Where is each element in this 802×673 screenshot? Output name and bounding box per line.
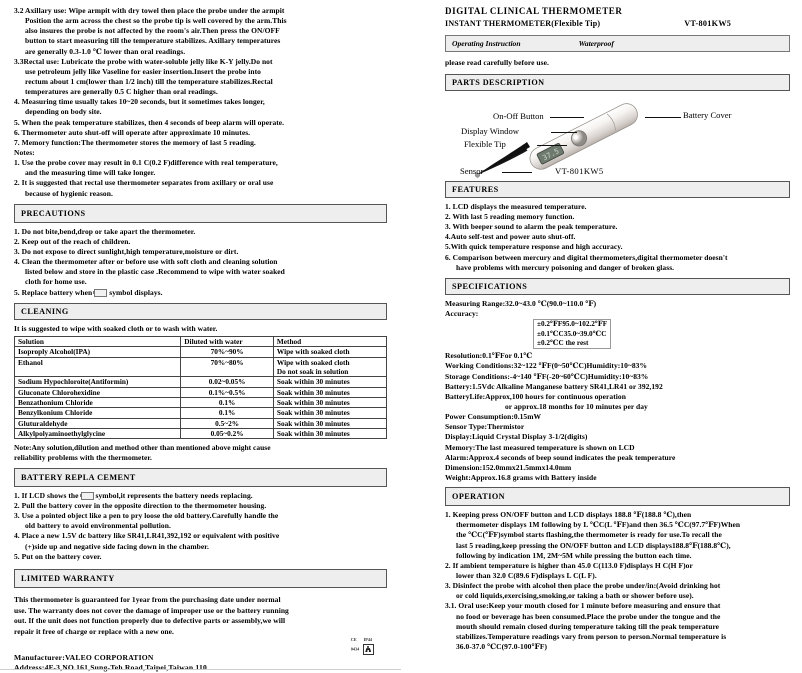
operation-item: 2. If ambient temperature is higher than 45.0 C(113.0 F)displays H C(H F)or bbox=[445, 560, 693, 570]
battery-icon bbox=[81, 492, 94, 500]
section-header-operation: OPERATION bbox=[445, 487, 790, 506]
operation-list bbox=[445, 510, 790, 651]
operation-item: 3.1. Oral use:Keep your mouth closed for 1 minute before measuring and ensure that bbox=[445, 601, 721, 611]
operation-item: thermometer displays 1M following by L ℃C(L ℉F)and then 36.5 ℃C(97.7℉F)When bbox=[456, 520, 741, 530]
spec-line: Sensor Type:Thermistor bbox=[445, 422, 525, 432]
marks-row-bottom bbox=[351, 644, 379, 655]
note-line: because of hygienic reason. bbox=[25, 188, 113, 198]
spec-line: Power Consumption:0.15mW bbox=[445, 412, 542, 422]
section-header-features: FEATURES bbox=[445, 181, 790, 198]
notes-heading: Notes: bbox=[14, 147, 35, 157]
table-row bbox=[15, 387, 387, 397]
operation-item: 1. Keeping press ON/OFF button and LCD displays 188.8 ℉(188.8 ℃),then bbox=[445, 510, 692, 520]
battery-step: 3. Use a pointed object like a pen to pry loose the old battery.Carefully handle the bbox=[14, 511, 279, 521]
notified-body-number: 0434 bbox=[350, 646, 360, 652]
spec-measuring-range: Measuring Range:32.0~43.0 ℃(90.0~110.0 ℉) bbox=[445, 298, 597, 308]
accuracy-table bbox=[533, 319, 611, 349]
cell-method: Soak within 30 minutes bbox=[273, 377, 386, 387]
label-sensor: Sensor bbox=[460, 165, 484, 176]
page-bottom-rule bbox=[0, 669, 401, 670]
instruction-line: button to start measuring till the temperature stabilizes. Axillary temperatures bbox=[25, 36, 281, 46]
table-row-continuation bbox=[15, 367, 387, 377]
instruction-line: Position the arm across the chest so the probe tip is well covered by the arm.This bbox=[25, 16, 287, 26]
operation-item: mouth should remain closed during temperature taking till the peak temperature bbox=[456, 621, 720, 631]
accuracy-value: ±0.2℃C the rest bbox=[534, 339, 611, 349]
warranty-line: repair it free of charge or replace with a new one. bbox=[14, 627, 174, 637]
accuracy-table-wrap bbox=[533, 319, 790, 349]
spec-line: Dimension:152.0mmx21.5mmx14.0mm bbox=[445, 462, 572, 472]
right-column bbox=[401, 0, 802, 652]
type-b-applied-part-icon bbox=[363, 644, 374, 655]
precaution-item: 3. Do not expose to direct sunlight,high temperature,moisture or dirt. bbox=[14, 246, 239, 256]
cell-method: Soak within 30 minutes bbox=[273, 397, 386, 407]
precaution-item: 1. Do not bite,bend,drop or take apart the thermometer. bbox=[14, 226, 196, 236]
note-line: and the measuring time will take longer. bbox=[25, 168, 156, 178]
battery-step-1-pre: 1. If LCD shows the bbox=[14, 490, 79, 500]
battery-step-1 bbox=[14, 491, 387, 500]
precautions-list bbox=[14, 227, 387, 297]
cell-solution: Sodium Hypochloroite(Antiformin) bbox=[15, 377, 181, 387]
precaution-battery-pre: 5. Replace battery when bbox=[14, 287, 93, 297]
cell-method: Wipe with soaked cloth bbox=[273, 357, 386, 367]
banner-waterproof: Waterproof bbox=[578, 38, 614, 48]
precaution-item: 2. Keep out of the reach of children. bbox=[14, 236, 131, 246]
cell-method-2: Do not soak in solution bbox=[273, 367, 386, 377]
battery-icon bbox=[94, 289, 107, 297]
feature-item: 2. With last 5 reading memory function. bbox=[445, 212, 575, 222]
operation-item: lower than 32.0 C(89.6 F)displays L C(L F). bbox=[456, 570, 597, 580]
accuracy-value: ±0.1℃C35.0~39.0℃C bbox=[534, 330, 611, 339]
section-header-battery-replacement: BATTERY REPLA CEMENT bbox=[14, 468, 387, 487]
cell-solution: Benzylkonium Chloride bbox=[15, 408, 181, 418]
specifications-list bbox=[445, 299, 790, 482]
leader-line-on-off bbox=[550, 117, 584, 118]
section-header-cleaning: CLEANING bbox=[14, 303, 387, 320]
cell-method: Soak within 30 minutes bbox=[273, 387, 386, 397]
table-header-row bbox=[15, 336, 387, 346]
section-header-limited-warranty: LIMITED WARRANTY bbox=[14, 569, 387, 588]
cell-method: Soak within 30 minutes bbox=[273, 418, 386, 428]
cleaning-note-line-2: reliability problems with the thermometer. bbox=[14, 452, 152, 462]
operation-item: or cold liquids,exercising,smoking,or taking a bath or shower before use). bbox=[456, 591, 694, 601]
cell-method: Wipe with soaked cloth bbox=[273, 347, 386, 357]
section-header-precautions: PRECAUTIONS bbox=[14, 204, 387, 223]
cell-method: Soak within 30 minutes bbox=[273, 428, 386, 438]
instruction-line: rectum about 1 cm(lower than 1/2 inch) till the temperature stabilizes.Rectal bbox=[25, 76, 273, 86]
leader-line-sensor bbox=[502, 172, 532, 173]
document-title bbox=[445, 6, 790, 30]
cell-dilution: 70%~90% bbox=[181, 347, 274, 357]
ce-mark: CE bbox=[350, 637, 357, 643]
cell-dilution: 70%~80% bbox=[181, 357, 274, 367]
manufacturer-block bbox=[14, 653, 387, 673]
spec-line: Memory:The last measured temperature is shown on LCD bbox=[445, 442, 635, 452]
spec-line: Alarm:Approx.4 seconds of beep sound indicates the peak temperature bbox=[445, 452, 676, 462]
cell-empty bbox=[15, 367, 181, 377]
feature-item: 1. LCD displays the measured temperature. bbox=[445, 201, 587, 211]
operation-item: stabilizes.Temperature readings vary from person to person.Normal temperature is bbox=[456, 631, 727, 641]
instruction-line: 3.2 Axillary use: Wipe armpit with dry towel then place the probe under the armpit bbox=[14, 6, 285, 15]
precaution-item: 4. Clean the thermometer after or before use with soft cloth and cleaning solution bbox=[14, 257, 278, 267]
instruction-line: also insures the probe is not affected by the room's air.Then press the ON/OFF bbox=[25, 26, 280, 36]
precaution-item-battery bbox=[14, 288, 387, 297]
operating-instruction-banner bbox=[445, 35, 790, 52]
operation-item: no food or beverage has been consumed.Place the probe under the tongue and the bbox=[456, 611, 721, 621]
cell-solution: Isoproply Alcohol(IPA) bbox=[15, 347, 181, 357]
cell-empty bbox=[181, 367, 274, 377]
title-line-2: INSTANT THERMOMETER(Flexible Tip) bbox=[445, 18, 601, 28]
cleaning-note-line-1: Note:Any solution,dilution and method other than mentioned above might cause bbox=[14, 443, 271, 453]
warranty-line: use. The warranty does not cover the damage of improper use or the battery running bbox=[14, 605, 289, 615]
spec-line: Weight:Approx.16.8 grams with Battery inside bbox=[445, 472, 597, 482]
leader-line-tip bbox=[537, 145, 567, 146]
operation-item: last 5 reading,keep pressing the ON/OFF button and LCD displays188.8℉(188.8℃), bbox=[456, 540, 731, 550]
column-header-method: Method bbox=[273, 336, 386, 346]
instruction-line: use petroleum jelly like Vaseline for easier insertion.Insert the probe into bbox=[25, 66, 261, 76]
cell-dilution: 0.5~2% bbox=[181, 418, 274, 428]
spec-line: Working Conditions:32~122 ℉F(0~50℃C)Humidity:10~83% bbox=[445, 361, 648, 371]
spec-line: Resolution:0.1℉For 0.1℃ bbox=[445, 351, 533, 361]
accuracy-row bbox=[534, 330, 611, 339]
continued-instructions-block bbox=[14, 6, 387, 147]
lcd-reading-text: 37.5 bbox=[540, 146, 561, 163]
instruction-line: 4. Measuring time usually takes 10~20 seconds, but it sometimes takes longer, bbox=[14, 97, 265, 107]
note-line: 1. Use the probe cover may result in 0.1 C(0.2 F)difference with real temperature, bbox=[14, 158, 278, 168]
instruction-line: are generally 0.3-1.0 ℃ lower than oral readings. bbox=[25, 46, 186, 56]
table-row bbox=[15, 428, 387, 438]
cell-dilution: 0.02~0.05% bbox=[181, 377, 274, 387]
manufacturer-address: Address:4F-3,NO.161,Sung-Teh Road,Taipei,Taiwan 110 bbox=[14, 662, 207, 672]
feature-item: 5.With quick temperature response and high accuracy. bbox=[445, 242, 623, 252]
operation-item: 3. Disinfect the probe with alcohol then place the probe under/in:(Avoid drinking hot bbox=[445, 581, 721, 591]
operation-item: the ℃C(℉F)symbol starts flashing,the thermometer is ready for use.To recall the bbox=[456, 530, 722, 540]
feature-item: 4.Auto self-test and power auto shut-off. bbox=[445, 232, 576, 242]
precaution-item: cloth for home use. bbox=[25, 277, 87, 287]
warranty-line: This thermometer is guaranteed for 1year from the purchasing date under normal bbox=[14, 594, 281, 604]
table-row bbox=[15, 408, 387, 418]
battery-step: 2. Pull the battery cover in the opposite direction to the thermometer housing. bbox=[14, 501, 267, 511]
battery-step: 5. Put on the battery cover. bbox=[14, 551, 102, 561]
cell-solution: Benzathonium Chloride bbox=[15, 397, 181, 407]
battery-step-1-post: symbol,it represents the battery needs replacing. bbox=[95, 490, 253, 500]
feature-item: 6. Comparison between mercury and digital thermometers,digital thermometer doesn't bbox=[445, 252, 728, 262]
figure-model-number: VT-801KW5 bbox=[555, 165, 604, 176]
spec-line: Display:Liquid Crystal Display 3-1/2(digits) bbox=[445, 432, 588, 442]
operation-item: 36.0-37.0 ℃C(97.0-100℉F) bbox=[456, 641, 548, 651]
table-row bbox=[15, 357, 387, 367]
read-before-use-note: please read carefully before use. bbox=[445, 57, 549, 67]
features-list bbox=[445, 202, 790, 272]
label-on-off-button: On-Off Button bbox=[493, 110, 544, 121]
spec-line: Storage Conditions:-4~140 ℉F(-20~60℃C)Humidity:10~83% bbox=[445, 371, 649, 381]
label-flexible-tip: Flexible Tip bbox=[464, 138, 506, 149]
leader-line-display bbox=[551, 132, 577, 133]
ip-rating: IP44 bbox=[363, 637, 372, 643]
label-battery-cover: Battery Cover bbox=[683, 109, 732, 120]
column-header-dilution: Diluted with water bbox=[181, 336, 274, 346]
warranty-line: out. If the unit does not function properly due to defective parts or assembly,we will bbox=[14, 616, 286, 626]
instruction-line: 3.3Rectal use: Lubricate the probe with water-soluble jelly like K-Y jelly.Do not bbox=[14, 56, 273, 66]
feature-item: have problems with mercury poisoning and danger of broken glass. bbox=[456, 262, 675, 272]
cell-dilution: 0.05~0.2% bbox=[181, 428, 274, 438]
column-header-solution: Solution bbox=[15, 336, 181, 346]
notes-block bbox=[14, 158, 387, 198]
battery-step: 4. Place a new 1.5V dc battery like SR41,LR41,392,192 or equivalent with positive bbox=[14, 531, 280, 541]
table-row bbox=[15, 347, 387, 357]
table-row bbox=[15, 377, 387, 387]
cleaning-intro: It is suggested to wipe with soaked cloth or to wash with water. bbox=[14, 323, 218, 333]
instruction-line: depending on body site. bbox=[25, 107, 102, 117]
accuracy-value: ±0.2℉F95.0~102.2℉F bbox=[534, 320, 611, 330]
leader-line-battery-cover bbox=[645, 117, 681, 118]
thermometer-figure bbox=[445, 95, 790, 181]
battery-steps bbox=[14, 491, 387, 561]
instruction-line: 7. Memory function:The thermometer stores the memory of last 5 reading. bbox=[14, 137, 256, 147]
banner-operating-instruction: Operating Instruction bbox=[452, 38, 521, 48]
manufacturer-name: Manufacturer:VALEO CORPORATION bbox=[14, 652, 154, 662]
battery-step: (+)side up and negative side facing down in the chamber. bbox=[25, 541, 209, 551]
cleaning-table bbox=[14, 336, 387, 439]
cell-solution: Alkylpolyaminoethylglycine bbox=[15, 428, 181, 438]
section-header-specifications: SPECIFICATIONS bbox=[445, 278, 790, 295]
note-line: 2. It is suggested that rectal use thermometer separates from axillary or oral use bbox=[14, 178, 274, 188]
cell-dilution: 0.1% bbox=[181, 397, 274, 407]
certification-marks bbox=[351, 637, 379, 654]
model-number: VT-801KW5 bbox=[684, 18, 732, 28]
cell-solution: Ethanol bbox=[15, 357, 181, 367]
spec-line: Battery:1.5Vdc Alkaline Manganese battery SR41,LR41 or 392,192 bbox=[445, 381, 663, 391]
instruction-line: 6. Thermometer auto shut-off will operate after approximate 10 minutes. bbox=[14, 127, 251, 137]
spec-line: or approx.18 months for 10 minutes per day bbox=[505, 401, 648, 411]
cell-dilution: 0.1% bbox=[181, 408, 274, 418]
cell-solution: Gluturaldehyde bbox=[15, 418, 181, 428]
cell-dilution: 0.1%~0.5% bbox=[181, 387, 274, 397]
spec-accuracy-label: Accuracy: bbox=[445, 309, 479, 319]
warranty-text bbox=[14, 595, 387, 637]
accuracy-row bbox=[534, 320, 611, 330]
feature-item: 3. With beeper sound to alarm the peak temperature. bbox=[445, 222, 618, 232]
title-line-1: DIGITAL CLINICAL THERMOMETER bbox=[445, 6, 623, 16]
precaution-item: listed below and store in the plastic case .Recommend to wipe with water soaked bbox=[25, 267, 285, 277]
section-header-parts-description: PARTS DESCRIPTION bbox=[445, 74, 790, 91]
accuracy-row bbox=[534, 339, 611, 349]
label-display-window: Display Window bbox=[461, 125, 519, 136]
precaution-battery-post: symbol displays. bbox=[109, 287, 163, 297]
instruction-line: temperatures are generally 0.5 C higher than oral readings. bbox=[25, 87, 218, 97]
instruction-line: 5. When the peak temperature stabilizes, then 4 seconds of beep alarm will operate. bbox=[14, 117, 285, 127]
operation-item: following by indication 1M, 2M~5M while pressing the button each time. bbox=[456, 550, 692, 560]
cell-solution: Gluconate Chlorohexidine bbox=[15, 387, 181, 397]
table-row bbox=[15, 397, 387, 407]
battery-step: old battery to avoid environmental pollution. bbox=[25, 521, 171, 531]
table-row bbox=[15, 418, 387, 428]
title-line-2-row bbox=[445, 18, 790, 30]
spec-line: BatteryLife:Approx,100 hours for continuous operation bbox=[445, 391, 626, 401]
cell-method: Soak within 30 minutes bbox=[273, 408, 386, 418]
